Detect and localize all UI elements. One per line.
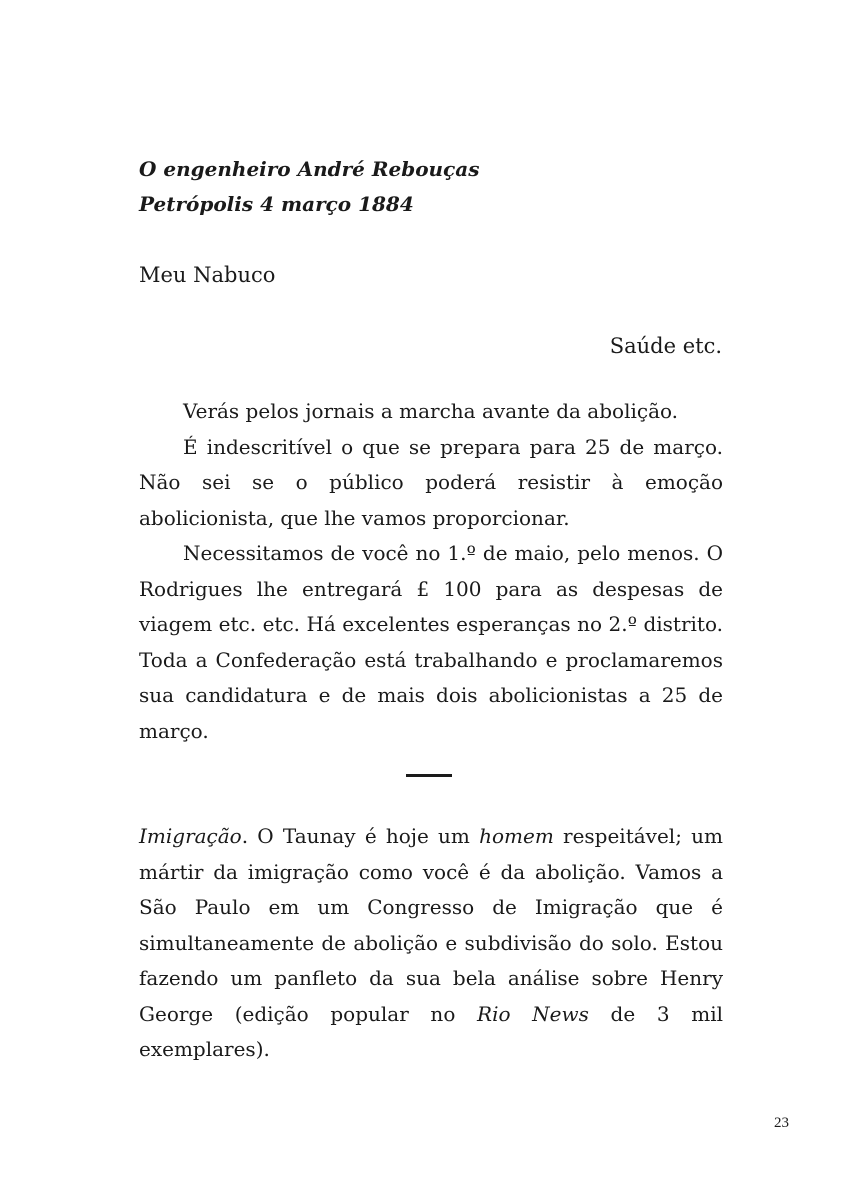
- page-number: 23: [774, 1115, 789, 1131]
- paragraph-2: É indescritível o que se prepara para 25 de março. Não sei se o público poderá resistir à emoção abolicionista, que lhe vamos proporcionar.: [139, 434, 723, 530]
- letter-header: [139, 152, 739, 222]
- salutation: Meu Nabuco: [139, 263, 276, 287]
- letter-body: [139, 394, 723, 749]
- paragraph-1: Verás pelos jornais a marcha avante da abolição.: [183, 399, 679, 423]
- paragraph-4: [139, 819, 723, 1068]
- italic-term-rio-news: Rio News: [477, 1001, 589, 1026]
- letter-section-2: [139, 819, 723, 1068]
- italic-term-imigracao: Imigração: [139, 824, 242, 848]
- paragraph-3: Necessitamos de você no 1.º de maio, pelo menos. O Rodrigues lhe entregará £ 100 para as despesas de viagem etc. etc. Há excelentes esperanças no 2.º distrito. Toda a Confederação está trabalhando e proclamaremos sua candidatura e de mais dois abolicionistas a 25 de março.: [139, 541, 723, 743]
- text-span-1: . O Taunay é hoje um: [241, 824, 480, 848]
- letter-author: O engenheiro André Rebouças: [139, 157, 480, 181]
- section-divider: [406, 774, 452, 777]
- greeting-closing: Saúde etc.: [609, 334, 722, 358]
- letter-place-date: Petrópolis 4 março 1884: [139, 192, 414, 216]
- text-span-3: de 3 mil exemplares).: [139, 1001, 723, 1061]
- italic-term-homem: homem: [479, 824, 554, 848]
- text-span-2: respeitável; um mártir da imigração como você é da abolição. Vamos a São Paulo em um Congresso de Imigração que é simultaneamente de abolição e subdivisão do solo. Estou fazendo um panfleto da sua bela análise sobre Henry George (edição popular no: [139, 824, 723, 1026]
